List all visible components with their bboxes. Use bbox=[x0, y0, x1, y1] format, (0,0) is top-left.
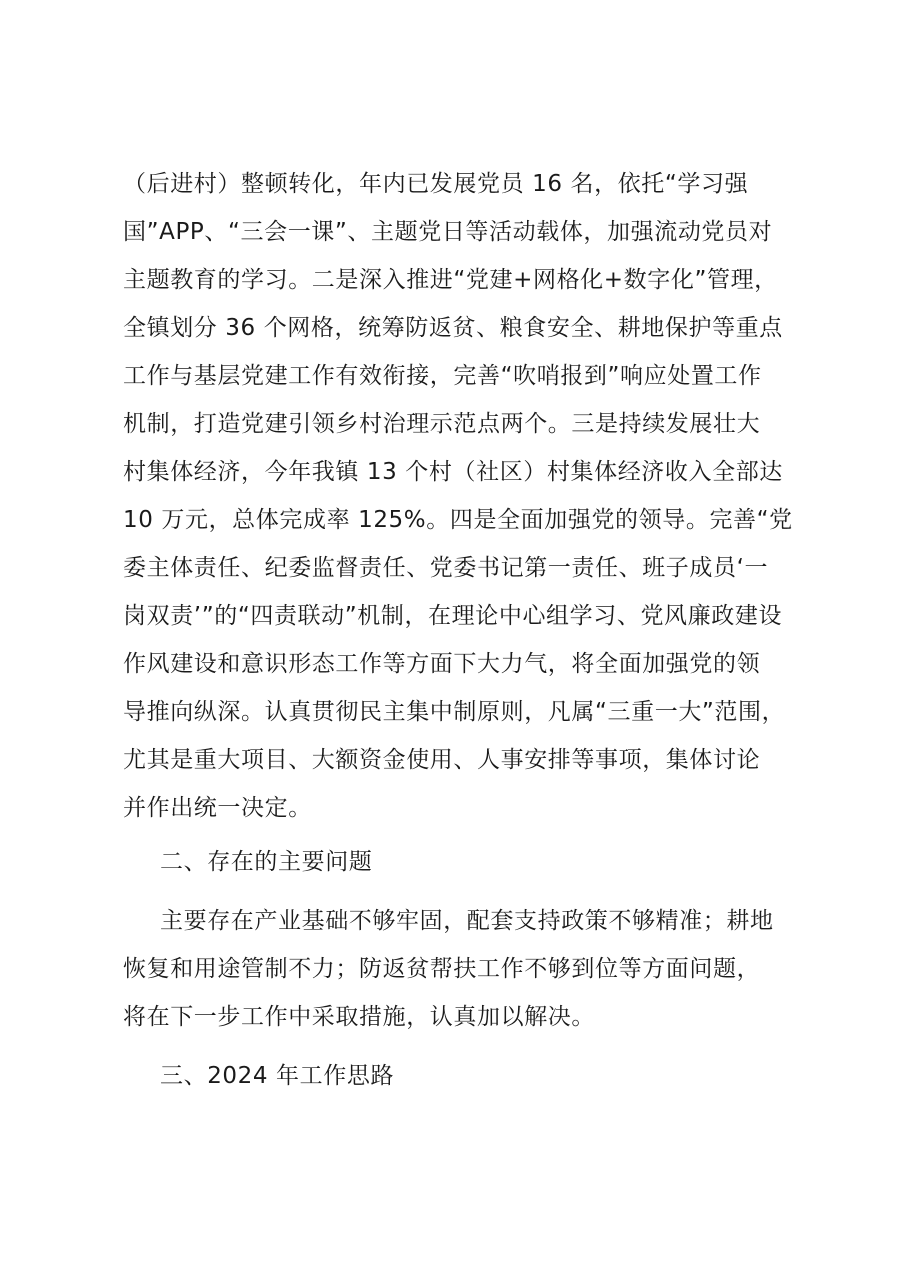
section-heading-work-plan: 三、2024 年工作思路 bbox=[160, 1063, 395, 1089]
text-line: （后进村）整顿转化，年内已发展党员 16 名，依托“学习强 bbox=[123, 171, 749, 197]
text-line: 作风建设和意识形态工作等方面下大力气，将全面加强党的领 bbox=[123, 651, 761, 677]
text-line: 岗双责’”的“四责联动”机制，在理论中心组学习、党风廉政建设 bbox=[123, 603, 783, 629]
section-heading-problems: 二、存在的主要问题 bbox=[160, 849, 373, 875]
text-line: 委主体责任、纪委监督责任、党委书记第一责任、班子成员‘一 bbox=[123, 555, 769, 581]
text-line: 10 万元，总体完成率 125%。四是全面加强党的领导。完善“党 bbox=[123, 507, 793, 533]
text-line: 将在下一步工作中采取措施，认真加以解决。 bbox=[123, 1004, 595, 1030]
text-line: 尤其是重大项目、大额资金使用、人事安排等事项，集体讨论 bbox=[123, 747, 761, 773]
text-line: 主要存在产业基础不够牢固，配套支持政策不够精准；耕地 bbox=[160, 908, 774, 934]
text-line: 机制，打造党建引领乡村治理示范点两个。三是持续发展壮大 bbox=[123, 411, 761, 437]
text-line: 主题教育的学习。二是深入推进“党建+网格化+数字化”管理， bbox=[123, 267, 778, 293]
text-line: 工作与基层党建工作有效衔接，完善“吹哨报到”响应处置工作 bbox=[123, 363, 762, 389]
text-line: 导推向纵深。认真贯彻民主集中制原则，凡属“三重一大”范围， bbox=[123, 699, 786, 725]
text-line: 村集体经济，今年我镇 13 个村（社区）村集体经济收入全部达 bbox=[123, 459, 783, 485]
text-line: 恢复和用途管制不力；防返贫帮扶工作不够到位等方面问题， bbox=[123, 956, 761, 982]
text-line: 国”APP、“三会一课”、主题党日等活动载体，加强流动党员对 bbox=[123, 219, 773, 245]
text-line: 并作出统一决定。 bbox=[123, 795, 312, 821]
text-line: 全镇划分 36 个网格，统筹防返贫、粮食安全、耕地保护等重点 bbox=[123, 315, 783, 341]
